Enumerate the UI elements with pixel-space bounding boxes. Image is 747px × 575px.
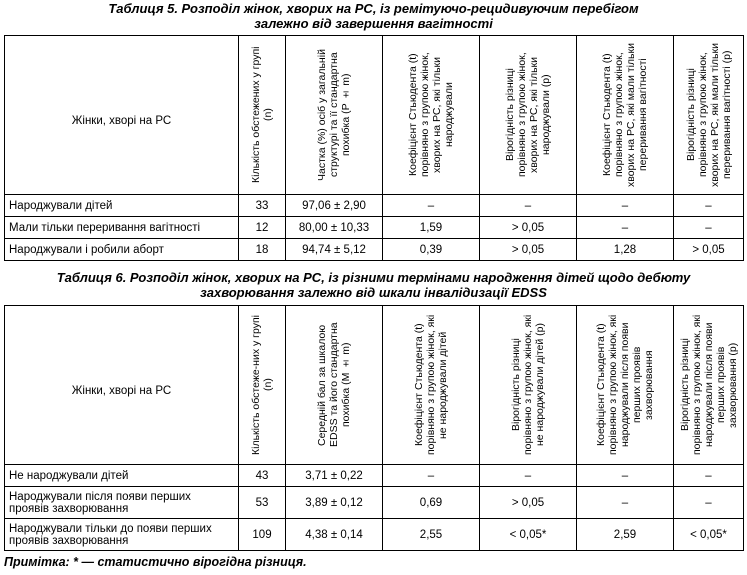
table5-cell: – bbox=[674, 195, 744, 217]
table6-header-cell: Жінки, хворі на РС bbox=[5, 306, 239, 465]
table5-cell: 33 bbox=[239, 195, 286, 217]
table6-cell: 0,69 bbox=[383, 487, 480, 519]
table6-cell: 3,71 ± 0,22 bbox=[286, 465, 383, 487]
table5-header-text: Кількість обстежених у групі (n) bbox=[250, 46, 274, 184]
table6-caption-line2: захворювання залежно від шкали інвалідизації EDSS bbox=[200, 285, 547, 300]
table6-header-text: Вірогідність різниці порівняно з групою жінок, які не народжували дітей (р) bbox=[510, 314, 546, 456]
table5-header-text: Вірогідність різниці порівняно з групою жінок, хворих на РС, які мали тільки переривання вагітності (р) bbox=[684, 43, 733, 187]
table6-header-text: Середній бал за шкалою EDSS та його стандартна похибка (M ± m) bbox=[316, 322, 352, 448]
table5-cell: Мали тільки переривання вагітності bbox=[5, 217, 239, 239]
table5-caption-line2: залежно від завершення вагітності bbox=[254, 16, 493, 31]
table-row bbox=[5, 487, 744, 519]
table6-cell: 2,55 bbox=[383, 519, 480, 551]
table5-cell: Народжували дітей bbox=[5, 195, 239, 217]
table6-cell: 4,38 ± 0,14 bbox=[286, 519, 383, 551]
table5-cell: > 0,05 bbox=[480, 217, 577, 239]
table6-cell: Народжували після появи перших проявів захворювання bbox=[5, 487, 239, 519]
table6-header-text: Кількість обстеже-них у групі (n) bbox=[250, 315, 274, 455]
table6-header-text: Коефіцієнт Стьюдента (t) порівняно з групою жінок, які народжували після появи перших проявів захворювання bbox=[595, 314, 655, 456]
table6-header-cell bbox=[577, 306, 674, 465]
table5-cell: > 0,05 bbox=[480, 239, 577, 261]
table6-header-cell bbox=[383, 306, 480, 465]
table5-header-cell bbox=[383, 36, 480, 195]
table5-header-row bbox=[5, 36, 744, 195]
table6-cell: 3,89 ± 0,12 bbox=[286, 487, 383, 519]
table5-cell: 18 bbox=[239, 239, 286, 261]
table6-header-cell bbox=[674, 306, 744, 465]
table5-cell: 1,59 bbox=[383, 217, 480, 239]
table6-cell: Не народжували дітей bbox=[5, 465, 239, 487]
table5-header-cell bbox=[577, 36, 674, 195]
table6-header-text: Коефіцієнт Стьюдента (t) порівняно з групою жінок, які не народжували дітей bbox=[413, 314, 449, 456]
table5-header-cell bbox=[239, 36, 286, 195]
table-row bbox=[5, 195, 744, 217]
table6-cell: 2,59 bbox=[577, 519, 674, 551]
table-row bbox=[5, 217, 744, 239]
table5-cell: – bbox=[480, 195, 577, 217]
table6-header-cell bbox=[286, 306, 383, 465]
table6-cell: 43 bbox=[239, 465, 286, 487]
table6-caption-line1: Таблиця 6. Розподіл жінок, хворих на РС, із різними термінами народження дітей щодо дебюту bbox=[56, 270, 691, 285]
table6-header-cell bbox=[239, 306, 286, 465]
table5-header-text: Частка (%) осіб у загальній структурі та її стандартна похибка (P ± m) bbox=[316, 49, 352, 181]
table6-header-cell bbox=[480, 306, 577, 465]
table5-cell: 80,00 ± 10,33 bbox=[286, 217, 383, 239]
table5-cell: – bbox=[674, 217, 744, 239]
table5-cell: 1,28 bbox=[577, 239, 674, 261]
table5-cell: 94,74 ± 5,12 bbox=[286, 239, 383, 261]
table5-header-text: Коефіцієнт Стьюдента (t) порівняно з групою жінок, хворих на РС, які тільки народжували bbox=[407, 52, 455, 178]
table6-cell: – bbox=[480, 465, 577, 487]
table5-header-cell bbox=[674, 36, 744, 195]
table5-cell: > 0,05 bbox=[674, 239, 744, 261]
table6-cell: – bbox=[577, 487, 674, 519]
table5-header-cell bbox=[286, 36, 383, 195]
table6-cell: < 0,05* bbox=[674, 519, 744, 551]
table5-cell: – bbox=[383, 195, 480, 217]
table5-header-text: Вірогідність різниці порівняно з групою жінок, хворих на РС, які тільки народжували (р) bbox=[504, 52, 552, 178]
table5-cell: Народжували і робили аборт bbox=[5, 239, 239, 261]
table6-cell: 53 bbox=[239, 487, 286, 519]
table6-cell: – bbox=[674, 465, 744, 487]
table6 bbox=[4, 305, 744, 551]
table5-caption-line1: Таблиця 5. Розподіл жінок, хворих на РС, із ремітуючо-рецидивуючим перебігом bbox=[108, 1, 639, 16]
table5-cell: – bbox=[577, 195, 674, 217]
table6-cell: > 0,05 bbox=[480, 487, 577, 519]
table6-header-text: Вірогідність різниці порівняно з групою жінок, які народжували після появи перших проявів захворювання (р) bbox=[678, 314, 739, 456]
table6-cell: < 0,05* bbox=[480, 519, 577, 551]
table5-cell: 97,06 ± 2,90 bbox=[286, 195, 383, 217]
table5-caption bbox=[0, 1, 747, 31]
table6-header-row bbox=[5, 306, 744, 465]
table6-cell: – bbox=[383, 465, 480, 487]
table5-cell: 0,39 bbox=[383, 239, 480, 261]
table5-header-cell: Жінки, хворі на РС bbox=[5, 36, 239, 195]
footnote: Примітка: * — статистично вірогідна різниця. bbox=[4, 555, 307, 569]
table5 bbox=[4, 35, 744, 261]
table6-cell: – bbox=[577, 465, 674, 487]
table5-header-cell bbox=[480, 36, 577, 195]
table-row bbox=[5, 519, 744, 551]
table6-caption bbox=[0, 270, 747, 300]
table5-header-text: Коефіцієнт Стьюдента (t) порівняно з групою жінок, хворих на РС, які мали тільки переривання вагітності bbox=[601, 43, 649, 187]
table6-cell: Народжували тільки до появи перших проявів захворювання bbox=[5, 519, 239, 551]
table-row bbox=[5, 465, 744, 487]
table6-cell: – bbox=[674, 487, 744, 519]
table-row bbox=[5, 239, 744, 261]
table5-cell: 12 bbox=[239, 217, 286, 239]
table6-cell: 109 bbox=[239, 519, 286, 551]
table5-cell: – bbox=[577, 217, 674, 239]
